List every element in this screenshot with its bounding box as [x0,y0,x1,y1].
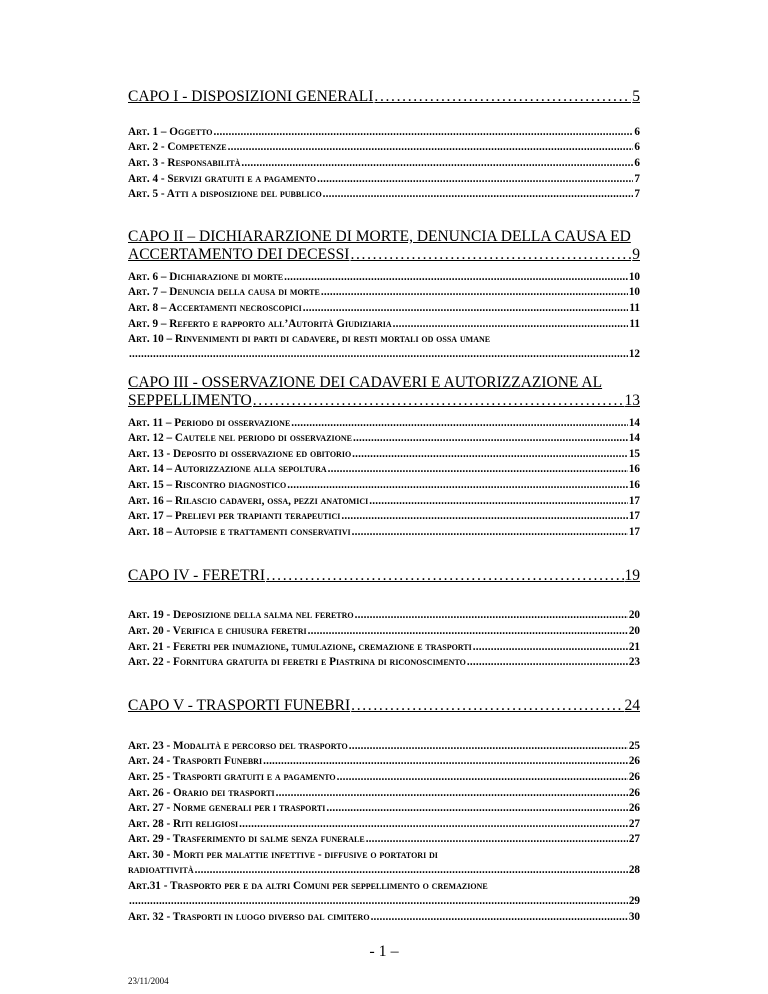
toc-page-number: 15 [628,448,640,460]
toc-chapter[interactable] [128,228,640,264]
dot-leader [291,416,628,431]
toc-page-number: 6 [634,141,640,153]
toc-entry-title: CAPO V - TRASPORTI FUNEBRI [128,697,351,714]
toc-article[interactable] [128,187,640,202]
toc-entry-title: Art. 18 – Autopsie e trattamenti conservativi [128,526,351,538]
toc-article[interactable] [128,801,640,816]
toc-page-number: 21 [628,641,640,653]
dot-leader [473,640,628,655]
toc-entry-title: Art. 21 - Feretri per inumazione, tumulazione, cremazione e trasporti [128,641,472,653]
dot-leader [467,655,628,670]
toc-page-number: 23 [628,656,640,668]
toc-entry-title-line: Art. 30 - Morti per malattie infettive - diffusive o portatori di [128,849,438,861]
toc-article[interactable] [128,140,640,155]
toc-page-number: 11 [629,318,640,330]
toc-article[interactable] [128,462,640,477]
toc-entry-title: Art. 24 - Trasporti Funebri [128,755,263,767]
toc-page-number: 27 [628,818,640,830]
dot-leader [353,431,628,446]
dot-leader [321,285,628,300]
toc-chapter[interactable] [128,374,640,410]
toc-page-number: 30 [628,911,640,923]
toc-article[interactable] [128,431,640,446]
toc-entry-title: Art. 13 - Deposito di osservazione ed obitorio [128,448,352,460]
toc-article[interactable] [128,416,640,431]
dot-leader [337,770,628,785]
dot-leader [393,317,629,332]
toc-page-number: 12 [628,348,640,360]
toc-chapter[interactable] [128,697,640,715]
dot-leader [355,608,628,623]
page-number: - 1 – [369,943,399,960]
toc-article[interactable] [128,770,640,785]
toc-entry-title: Art. 22 - Fornitura gratuita di feretri e Piastrina di riconoscimento [128,656,466,668]
toc-entry-title: Art. 4 - Servizi gratuiti e a pagamento [128,173,317,185]
toc-article[interactable] [128,447,640,462]
toc-article[interactable] [128,655,640,670]
toc-entry-title-line: Art.31 - Trasporto per e da altri Comuni per seppellimento o cremazione [128,880,488,892]
toc-article[interactable] [128,332,640,362]
dot-leader [352,525,628,540]
toc-page-number: 6 [634,126,640,138]
dot-leader [323,187,634,202]
toc-entry-title-line: CAPO II – DICHIARARZIONE DI MORTE, DENUNCIA DELLA CAUSA ED [128,228,631,245]
toc-entry-title: Art. 27 - Norme generali per i trasporti [128,802,326,814]
dot-leader [241,156,633,171]
toc-entry-title: Art. 12 – Cautele nel periodo di osservazione [128,432,352,444]
dot-leader [276,786,628,801]
toc-article[interactable] [128,640,640,655]
toc-article[interactable] [128,832,640,847]
toc-page-number: 17 [628,526,640,538]
dot-leader [374,88,631,106]
toc-page-number: 25 [628,740,640,752]
toc-entry-title: Art. 9 – Referto e rapporto all’Autorità Giudiziaria [128,318,392,330]
toc-page-number: 11 [629,302,640,314]
dot-leader [308,624,628,639]
toc-entry-title: Art. 5 - Atti a disposizione del pubblico [128,188,322,200]
dot-leader [317,172,633,187]
toc-entry-title: Art. 14 – Autorizzazione alla sepoltura [128,463,327,475]
toc-entry-title: Art. 6 – Dichiarazione di morte [128,271,284,283]
toc-entry-title: Art. 29 - Trasferimento di salme senza funerale [128,833,365,845]
toc-entry-title: CAPO I - DISPOSIZIONI GENERALI [128,88,374,105]
dot-leader [352,447,628,462]
toc-entry-title: Art. 32 - Trasporti in luogo diverso dal cimitero [128,911,370,923]
toc-page-number: 10 [628,271,640,283]
toc-page-number: 14 [628,432,640,444]
dot-leader [351,697,623,715]
toc-page-number: 26 [628,771,640,783]
dot-leader [287,478,628,493]
toc-entry-title: Art. 7 – Denuncia della causa di morte [128,286,320,298]
toc-article[interactable] [128,848,640,878]
dot-leader [349,739,628,754]
toc-article[interactable] [128,786,640,801]
toc-page-number: 20 [628,625,640,637]
toc-entry-title: Art. 19 - Deposizione della salma nel feretro [128,609,354,621]
toc-entry-title: Art. 17 – Prelievi per trapianti terapeutici [128,510,341,522]
toc-entry-title: Art. 1 – Oggetto [128,126,213,138]
toc-entry-title: Art. 16 – Rilascio cadaveri, ossa, pezzi anatomici [128,495,369,507]
toc-entry-title: Art. 2 - Competenze [128,141,227,153]
toc-page-number: 27 [628,833,640,845]
dot-leader [214,125,634,140]
toc-article[interactable] [128,739,640,754]
toc-page-number: 17 [628,495,640,507]
toc-article[interactable] [128,478,640,493]
toc-entry-title-line: CAPO III - OSSERVAZIONE DEI CADAVERI E AUTORIZZAZIONE AL [128,374,603,391]
dot-leader [341,509,627,524]
dot-leader [303,301,629,316]
dot-leader [129,894,628,909]
toc-page-number: 7 [634,188,640,200]
toc-entry-title: Art. 15 – Riscontro diagnostico [128,479,287,491]
toc-entry-title: Art. 11 – Periodo di osservazione [128,417,291,429]
toc-article[interactable] [128,509,640,524]
toc-article[interactable] [128,525,640,540]
toc-entry-title: Art. 25 - Trasporti gratuiti e a pagamento [128,771,336,783]
toc-entry-title: Art. 8 – Accertamenti necroscopici [128,302,302,314]
dot-leader [371,910,628,925]
toc-page-number: 20 [628,609,640,621]
toc-article[interactable] [128,172,640,187]
toc-page-number: 17 [628,510,640,522]
toc-article[interactable] [128,494,640,509]
toc-article[interactable] [128,608,640,623]
toc-article[interactable] [128,910,640,925]
toc-page-number: 19 [624,567,640,584]
toc-page-number: 28 [628,864,640,876]
dot-leader [239,817,628,832]
toc-entry-title: radioattività [128,864,194,876]
document-date: 23/11/2004 [128,976,169,986]
dot-leader [350,246,631,264]
toc-article[interactable] [128,156,640,171]
dot-leader [195,863,628,878]
toc-article[interactable] [128,879,640,909]
dot-leader [266,567,623,585]
toc-page-number: 7 [634,173,640,185]
toc-article[interactable] [128,285,640,300]
toc-page-number: 24 [624,697,640,714]
dot-leader [228,140,634,155]
toc-entry-title: SEPPELLIMENTO [128,392,252,409]
toc-entry-title: Art. 20 - Verifica e chiusura feretri [128,625,307,637]
dot-leader [284,270,628,285]
toc-page-number: 5 [632,88,640,105]
toc-entry-title: Art. 28 - Riti religiosi [128,818,239,830]
toc-article[interactable] [128,270,640,285]
dot-leader [369,494,628,509]
toc-article[interactable] [128,317,640,332]
toc-article[interactable] [128,754,640,769]
toc-page-number: 6 [634,157,640,169]
toc-page-number: 16 [628,463,640,475]
toc-entry-title: Art. 23 - Modalità e percorso del trasporto [128,740,348,752]
toc-entry-title: Art. 3 - Responsabilità [128,157,241,169]
toc-page-number: 10 [628,286,640,298]
toc-entry-title-line: Art. 10 – Rinvenimenti di parti di cadavere, di resti mortali od ossa umane [128,333,491,345]
dot-leader [366,832,628,847]
toc-article[interactable] [128,301,640,316]
toc-chapter[interactable] [128,88,640,106]
toc-page-number: 16 [628,479,640,491]
toc-article[interactable] [128,817,640,832]
toc-page-number: 13 [624,392,640,409]
toc-article[interactable] [128,624,640,639]
dot-leader [253,392,624,410]
toc-entry-title: Art. 26 - Orario dei trasporti [128,787,275,799]
dot-leader [326,801,627,816]
toc-entry-title: ACCERTAMENTO DEI DECESSI [128,246,350,263]
toc-chapter[interactable] [128,567,640,585]
toc-page-number: 14 [628,417,640,429]
toc-article[interactable] [128,125,640,140]
toc-entry-title: CAPO IV - FERETRI [128,567,266,584]
dot-leader [129,347,628,362]
dot-leader [328,462,628,477]
toc-page-number: 26 [628,755,640,767]
dot-leader [263,754,628,769]
toc-page-number: 29 [628,895,640,907]
toc-page-number: 26 [628,787,640,799]
toc-page-number: 9 [632,246,640,263]
toc-page-number: 26 [628,802,640,814]
